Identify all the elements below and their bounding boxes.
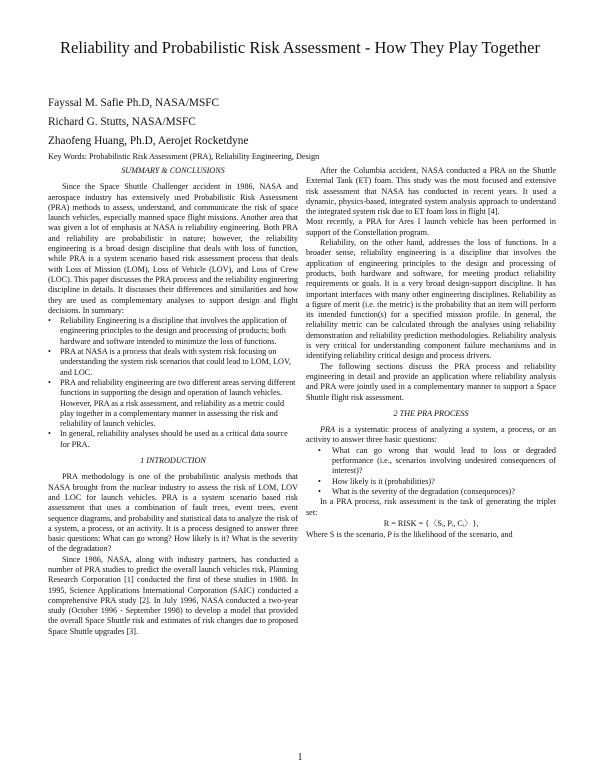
- bullet-icon: •: [318, 476, 321, 486]
- list-item: • PRA at NASA is a process that deals with system risk focusing on understanding the system risk scenarios that could lead to LOM, LOV, and LOC.: [48, 347, 291, 377]
- section-heading-pra-process: 2 THE PRA PROCESS: [393, 408, 469, 418]
- list-item: • Reliability Engineering is a discipline that involves the application of engineering principles to the design and processing of products; both hardware and software intended to minimize the loss of functions.: [48, 316, 288, 346]
- bullet-icon: •: [318, 486, 321, 496]
- author-1: Fayssal M. Safie Ph.D, NASA/MSFC: [48, 97, 220, 109]
- bullet-icon: •: [48, 316, 51, 326]
- bullet-icon: •: [48, 347, 51, 357]
- pra-bullet-list: [306, 446, 556, 497]
- list-item: • What can go wrong that would lead to loss or degraded performance (i.e., scenarios involving undesired consequences of interest)?: [318, 445, 556, 476]
- pra-paragraph-2: In a PRA process, risk assessment is the task of generating the triplet set:: [306, 497, 556, 517]
- author-2: Richard G. Stutts, NASA/MSFC: [48, 116, 196, 128]
- section-heading-summary: SUMMARY & CONCLUSIONS: [121, 166, 225, 175]
- intro-paragraph-1: PRA methodology is one of the probabilistic analysis methods that NASA brought from the nuclear industry to assess the risk of LOM, LOV and LOC for launch vehicles. PRA is a system scenario based risk assessment that uses a combination of fault trees, event trees, event sequence diagrams, and probability and statistical data to analyze the risk of a system, a process, or an activity. It is a process designed to answer three basic questions: What can go wrong? How likely is it? What is the severity of the degradation?: [48, 472, 298, 554]
- bullet-icon: •: [48, 377, 51, 387]
- author-3: Zhaofeng Huang, Ph.D, Aerojet Rocketdyne: [48, 135, 249, 147]
- paper-title: Reliability and Probabilistic Risk Assessment - How They Play Together: [60, 38, 540, 57]
- intro-paragraph-3: After the Columbia accident, NASA conducted a PRA on the Shuttle External Tank (ET) foam. This study was the most focused and extensive risk assessment that NASA has conducted in recent years. It used a dynamic, physics-based, integrated system analysis approach to understand the integrated system risk due to ET foam loss in flight [4].: [306, 166, 556, 217]
- pra-paragraph-3: Where S is the scenario, P is the likelihood of the scenario, and: [306, 530, 513, 540]
- bullet-icon: •: [48, 429, 51, 439]
- page-number: 1: [297, 752, 303, 763]
- risk-triplet-formula: R = RISK = {〈Sᵢ, Pᵢ, Cᵢ〉},: [383, 518, 479, 528]
- list-item: • What is the severity of the degradation (consequences)?: [318, 486, 516, 496]
- left-column: [48, 166, 298, 636]
- pra-paragraph-1: PRA is a systematic process of analyzing a system, a process, or an activity to answer three basic questions:: [306, 425, 556, 445]
- keywords: Key Words: Probabilistic Risk Assessment (PRA), Reliability Engineering, Design: [48, 152, 320, 161]
- summary-paragraph: Since the Space Shuttle Challenger accident in 1986, NASA and aerospace industry has extensively used Probabilistic Risk Assessment (PRA) methods to assess, understand, and communicate the risk of space launch vehicles, especially manned space flight missions. Another area that was given a lot of emphasis at NASA is reliability engineering. Both PRA and reliability are probabilistic in nature; however, the reliability engineering is a broad design discipline that deals with loss of function, while PRA is a system scenario based risk assessment process that deals with Loss of Mission (LOM), Loss of Vehicle (LOV), and Loss of Crew (LOC). This paper discusses the PRA process and the reliability engineering discipline in details. It discusses their differences and similarities and how they are used as complementary analyses to support design and flight decisions. In summary:: [48, 182, 298, 315]
- list-item: • PRA and reliability engineering are two different areas serving different functions in supporting the design and operation of launch vehicles. However, PRA as a risk assessment, and reliability as a metric could play together in a complementary manner in assessing the risk and reliability of launch vehicles.: [48, 377, 296, 429]
- intro-paragraph-6: The following sections discuss the PRA process and reliability engineering in detail and provide an application where reliability analysis and PRA were jointly used in a complementary manner to support a Space Shuttle flight risk assessment.: [306, 361, 556, 402]
- intro-paragraph-4: Most recently, a PRA for Ares I launch vehicle has been performed in support of the Constellation program.: [306, 217, 556, 237]
- list-item: • In general, reliability analyses should be used as a critical data source for PRA.: [48, 429, 288, 449]
- list-item: • How likely is it (probabilities)?: [318, 476, 435, 486]
- section-heading-introduction: 1 INTRODUCTION: [140, 456, 206, 466]
- summary-bullet-list: [48, 316, 298, 450]
- intro-paragraph-2-start: Since 1986, NASA, along with industry partners, has conducted a number of PRA studies to predict the overall launch vehicles risk. Planning Research Corporation [1] conducted the first of these studies in 1988. In 1995, Science Applications International Corporation (SAIC) conducted a comprehensive PRA study [2]. In July 1996, NASA conducted a two-year study (October 1996 - September 1998) to develop a model that provided the overall Space Shuttle risk and estimates of risk changes due to proposed Space Shuttle upgrades [3].: [48, 554, 298, 636]
- bullet-icon: •: [318, 445, 321, 455]
- intro-paragraph-5: Reliability, on the other hand, addresses the loss of functions. In a broader sense, reliability engineering is a discipline that involves the application of engineering principles to the design and processing of products, both hardware and software, for meeting product reliability requirements or goals. It is a very broad design-support discipline. It has important interfaces with many other engineering disciplines. Reliability as a figure of merit (i.e. the metric) is the probability that an item will perform its intended function(s) for a specified mission profile. In general, the reliability metric can be calculated through the analyses using reliability demonstration and reliability prediction methodologies. Reliability analysis is very critical for understanding component failure mechanisms and in identifying reliability critical design and process drivers.: [306, 238, 556, 361]
- right-column: [306, 166, 556, 540]
